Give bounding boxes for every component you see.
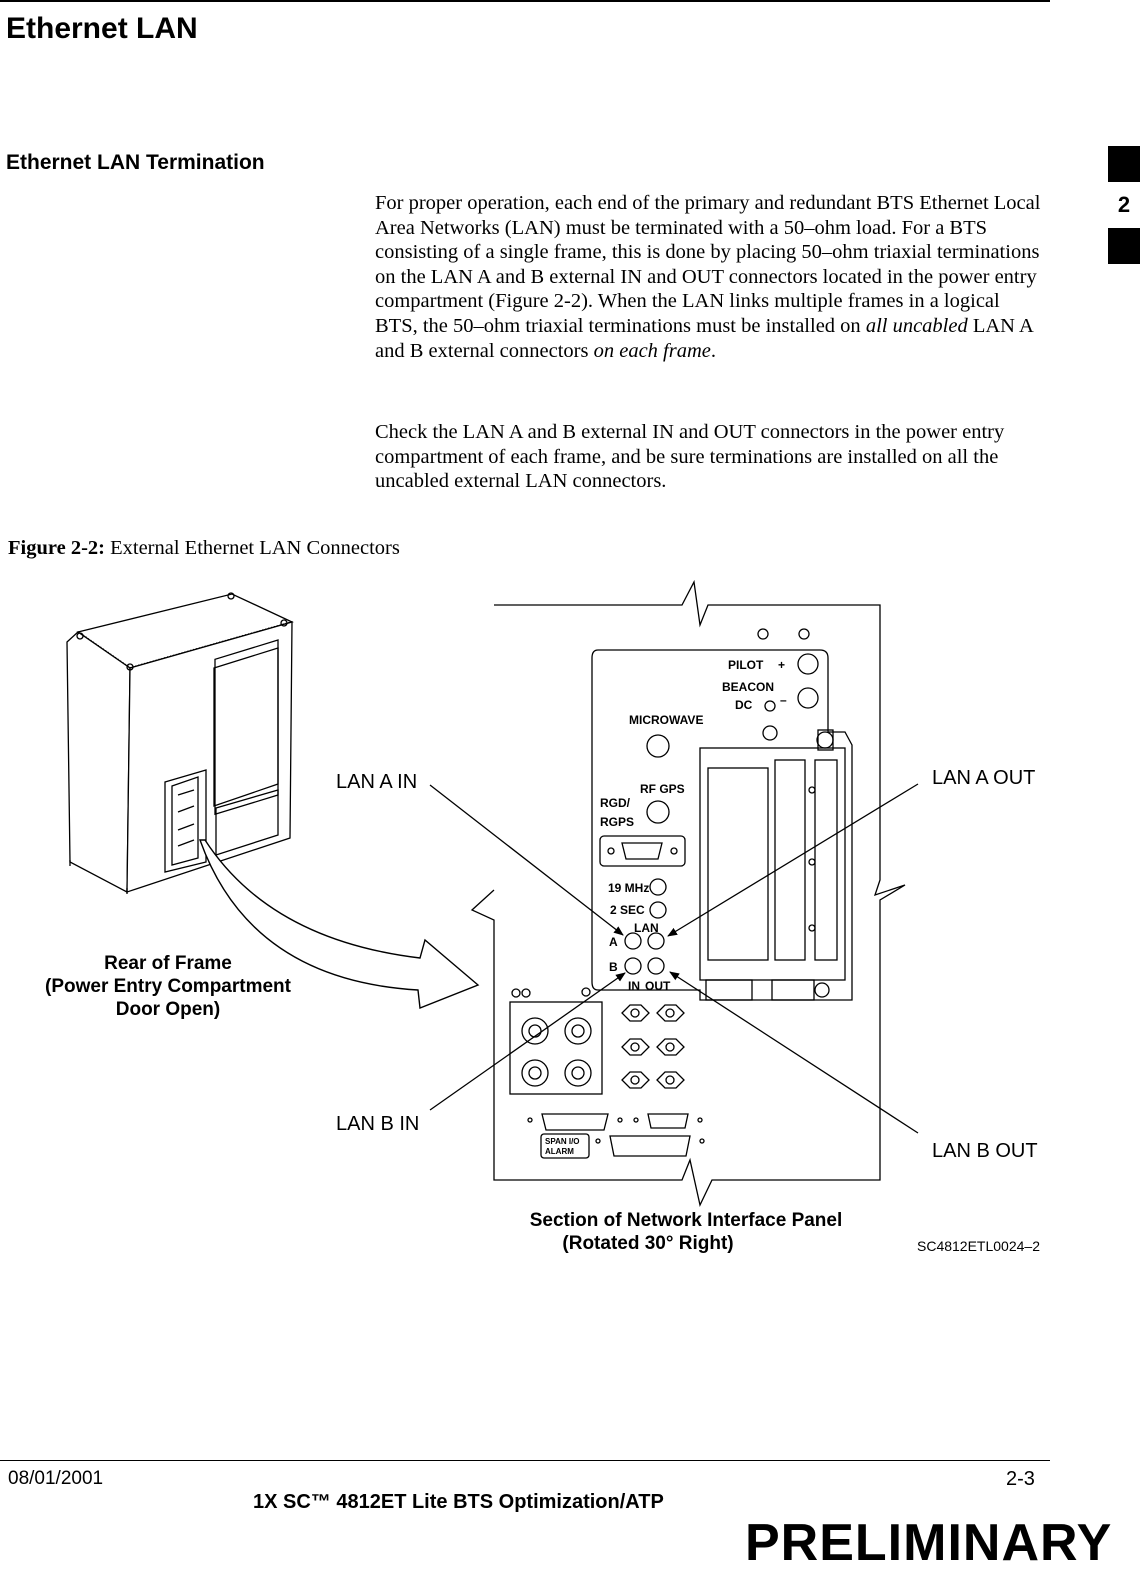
panel-label-plus: + — [778, 658, 786, 672]
panel-label-out: OUT — [645, 979, 671, 993]
emphasis-text: all uncabled — [865, 314, 968, 337]
chapter-tab-number: 2 — [1117, 192, 1131, 217]
panel-section-caption — [530, 1210, 843, 1254]
preliminary-stamp: PRELIMINARY — [745, 1514, 1113, 1572]
paragraph-termination — [375, 191, 1045, 363]
network-interface-panel — [472, 582, 905, 1205]
chapter-tab-top — [1108, 146, 1140, 182]
paragraph-text: Check the LAN A and B external IN and OUT connectors in the power entry compartment of each frame, and be sure terminations are installed on all the uncabled external LAN connectors. — [375, 421, 1005, 493]
panel-label-alarm: ALARM — [545, 1147, 574, 1156]
panel-label-beacon: BEACON — [722, 680, 775, 694]
label-lan-b-out: LAN B OUT — [932, 1140, 1038, 1162]
panel-label-rf-gps: RF GPS — [640, 782, 685, 796]
rear-caption-line1: Rear of Frame — [104, 953, 232, 974]
footer-date: 08/01/2001 — [8, 1468, 104, 1489]
panel-label-pilot: PILOT — [728, 658, 764, 672]
ethernet-lan-figure — [0, 570, 1140, 1290]
section-heading: Ethernet LAN Termination — [6, 151, 265, 174]
paragraph-text: . — [710, 339, 716, 362]
footer-page-number: 2-3 — [1006, 1468, 1035, 1490]
panel-label-span-io: SPAN I/O — [545, 1137, 580, 1146]
figure-caption — [8, 537, 400, 560]
label-lan-a-out: LAN A OUT — [932, 767, 1036, 789]
panel-label-lan: LAN — [634, 921, 659, 935]
paragraph-text: For proper operation, each end of the primary and redundant BTS Ethernet Local Area Networks (LAN) must be terminated with a 50–ohm load. For a BTS consisting of a single frame, this is done by placing 50–ohm triaxial terminations on the LAN A and B external IN and OUT connectors located in the power entry compartment (Figure 2-2). When the LAN links multiple frames in a logical BTS, the 50–ohm triaxial terminations must be installed on — [375, 192, 1041, 337]
section-caption-line1: Section of Network Interface Panel — [529, 1210, 843, 1231]
panel-label-in: IN — [628, 979, 640, 993]
panel-label-microwave: MICROWAVE — [629, 713, 704, 727]
figure-caption-text: External Ethernet LAN Connectors — [104, 537, 400, 559]
cabinet-drawing — [67, 593, 292, 894]
panel-label-b: B — [609, 960, 618, 974]
figure-caption-label: Figure 2-2: — [8, 537, 105, 559]
header-rule — [0, 0, 1050, 2]
footer-doc-title: 1X SC™ 4812ET Lite BTS Optimization/ATP — [253, 1491, 664, 1513]
panel-label-a: A — [609, 935, 618, 949]
label-lan-b-in: LAN B IN — [336, 1113, 420, 1135]
rear-caption-line3: Door Open) — [115, 999, 221, 1020]
panel-label-rgps: RGPS — [600, 815, 635, 829]
paragraph-text: LAN A and B external connectors — [375, 314, 1033, 362]
rear-frame-caption — [45, 953, 292, 1020]
panel-label-19mhz: 19 MHz — [608, 881, 650, 895]
footer-rule — [0, 1460, 1050, 1461]
chapter-tab-bottom — [1108, 228, 1140, 264]
section-caption-line2: (Rotated 30° Right) — [562, 1233, 734, 1254]
panel-label-dc: DC — [735, 698, 753, 712]
rear-caption-line2: (Power Entry Compartment — [45, 976, 291, 997]
panel-label-rgd: RGD/ — [600, 796, 630, 810]
drawing-id: SC4812ETL0024–2 — [917, 1238, 1040, 1254]
panel-label-2sec: 2 SEC — [610, 903, 645, 917]
emphasis-text: on each frame — [593, 339, 711, 362]
label-lan-a-in: LAN A IN — [336, 771, 418, 793]
panel-label-minus: – — [780, 693, 787, 707]
page-header-title: Ethernet LAN — [6, 12, 198, 45]
paragraph-check — [375, 420, 1045, 494]
